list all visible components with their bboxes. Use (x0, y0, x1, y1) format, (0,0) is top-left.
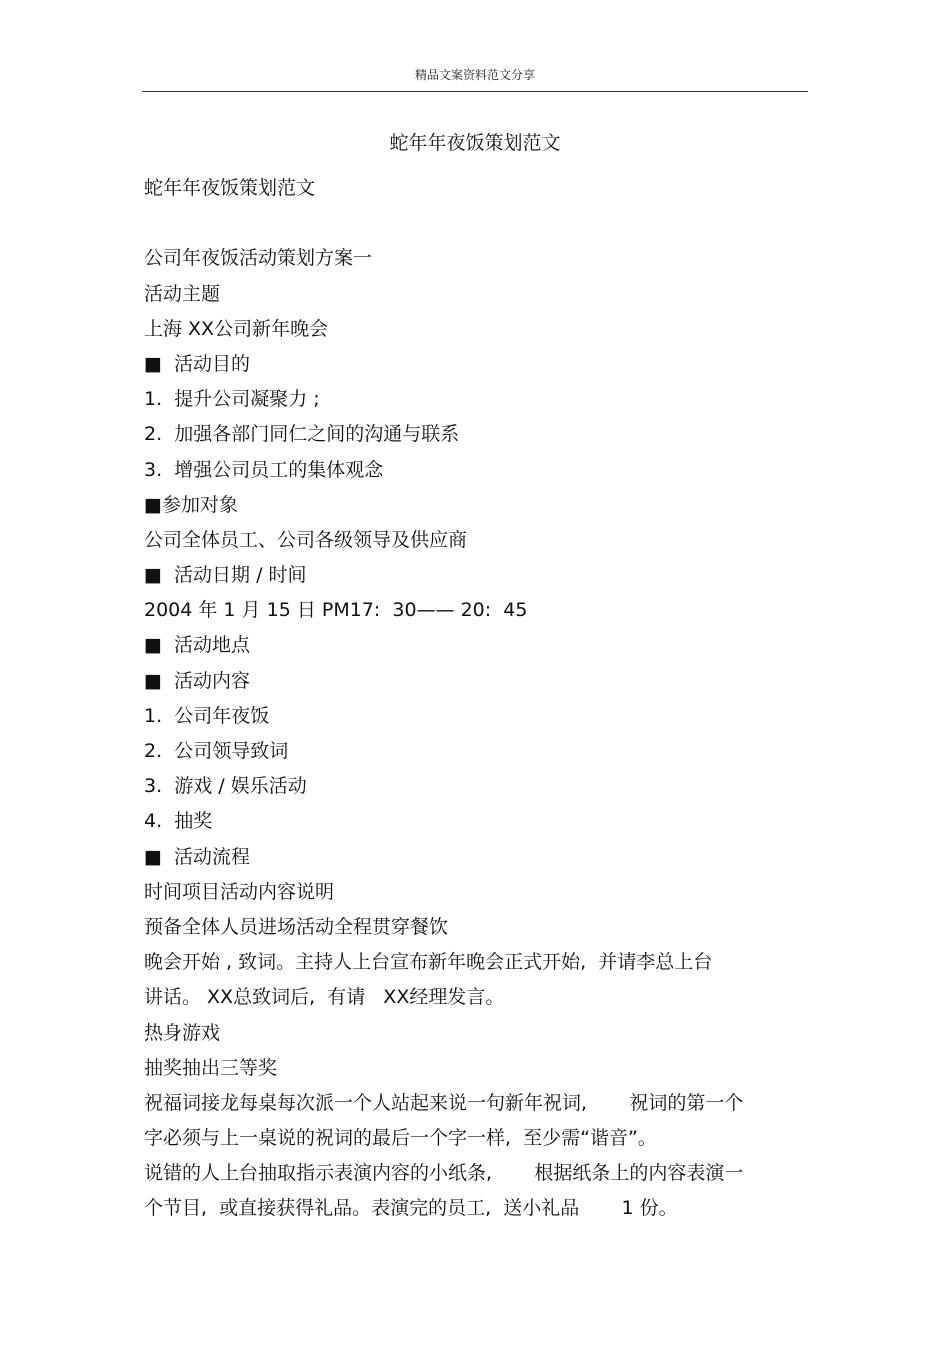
text-line: ■ 活动日期 / 时间 (144, 564, 307, 587)
text-line: ■ 活动内容 (144, 669, 251, 692)
header-divider (142, 91, 808, 92)
text-line: ■ 活动流程 (144, 845, 251, 868)
text-line: 时间项目活动内容说明 (144, 880, 335, 903)
text-line: 说错的人上台抽取指示表演内容的小纸条, 根据纸条上的内容表演一 (144, 1162, 744, 1185)
text-line: 个节目, 或直接获得礼品。表演完的员工, 送小礼品 1 份。 (144, 1197, 678, 1220)
text-line: 上海 XX公司新年晚会 (144, 317, 329, 340)
text-line: 字必须与上一桌说的祝词的最后一个字一样, 至少需“谐音”。 (144, 1127, 657, 1150)
text-line: 3. 增强公司员工的集体观念 (144, 458, 384, 481)
text-line: 2. 加强各部门同仁之间的沟通与联系 (144, 423, 460, 446)
text-line: 2. 公司领导致词 (144, 740, 289, 762)
document-body (144, 171, 808, 1227)
text-line: 祝福词接龙每桌每次派一个人站起来说一句新年祝词, 祝词的第一个 (144, 1091, 744, 1114)
text-line: 2004 年 1 月 15 日 PM17: 30—— 20: 45 (144, 599, 528, 622)
document-title: 蛇年年夜饭策划范文 (389, 132, 561, 154)
text-line: 预备全体人员进场活动全程贯穿餐饮 (144, 915, 449, 938)
text-line: 讲话。 XX总致词后, 有请 XX经理发言。 (144, 986, 505, 1009)
text-line: ■ 活动目的 (144, 352, 251, 375)
blank-line (144, 206, 808, 241)
text-line: 晚会开始 , 致词。主持人上台宣布新年晚会正式开始, 并请李总上台 (144, 951, 713, 974)
text-line: 蛇年年夜饭策划范文 (144, 177, 316, 199)
text-line: ■参加对象 (144, 493, 238, 516)
text-line: 4. 抽奖 (144, 810, 213, 833)
text-line: 公司全体员工、公司各级领导及供应商 (144, 528, 468, 551)
text-line: 活动主题 (144, 282, 221, 305)
text-line: 公司年夜饭活动策划方案一 (144, 247, 373, 270)
text-line: 3. 游戏 / 娱乐活动 (144, 775, 307, 798)
text-line: 1. 公司年夜饭 (144, 704, 270, 727)
page-header: 精品文案资料范文分享 (414, 68, 535, 82)
text-line: ■ 活动地点 (144, 634, 251, 657)
text-line: 1. 提升公司凝聚力 ; (144, 388, 320, 411)
text-line: 抽奖抽出三等奖 (144, 1056, 278, 1079)
text-line: 热身游戏 (144, 1021, 221, 1044)
